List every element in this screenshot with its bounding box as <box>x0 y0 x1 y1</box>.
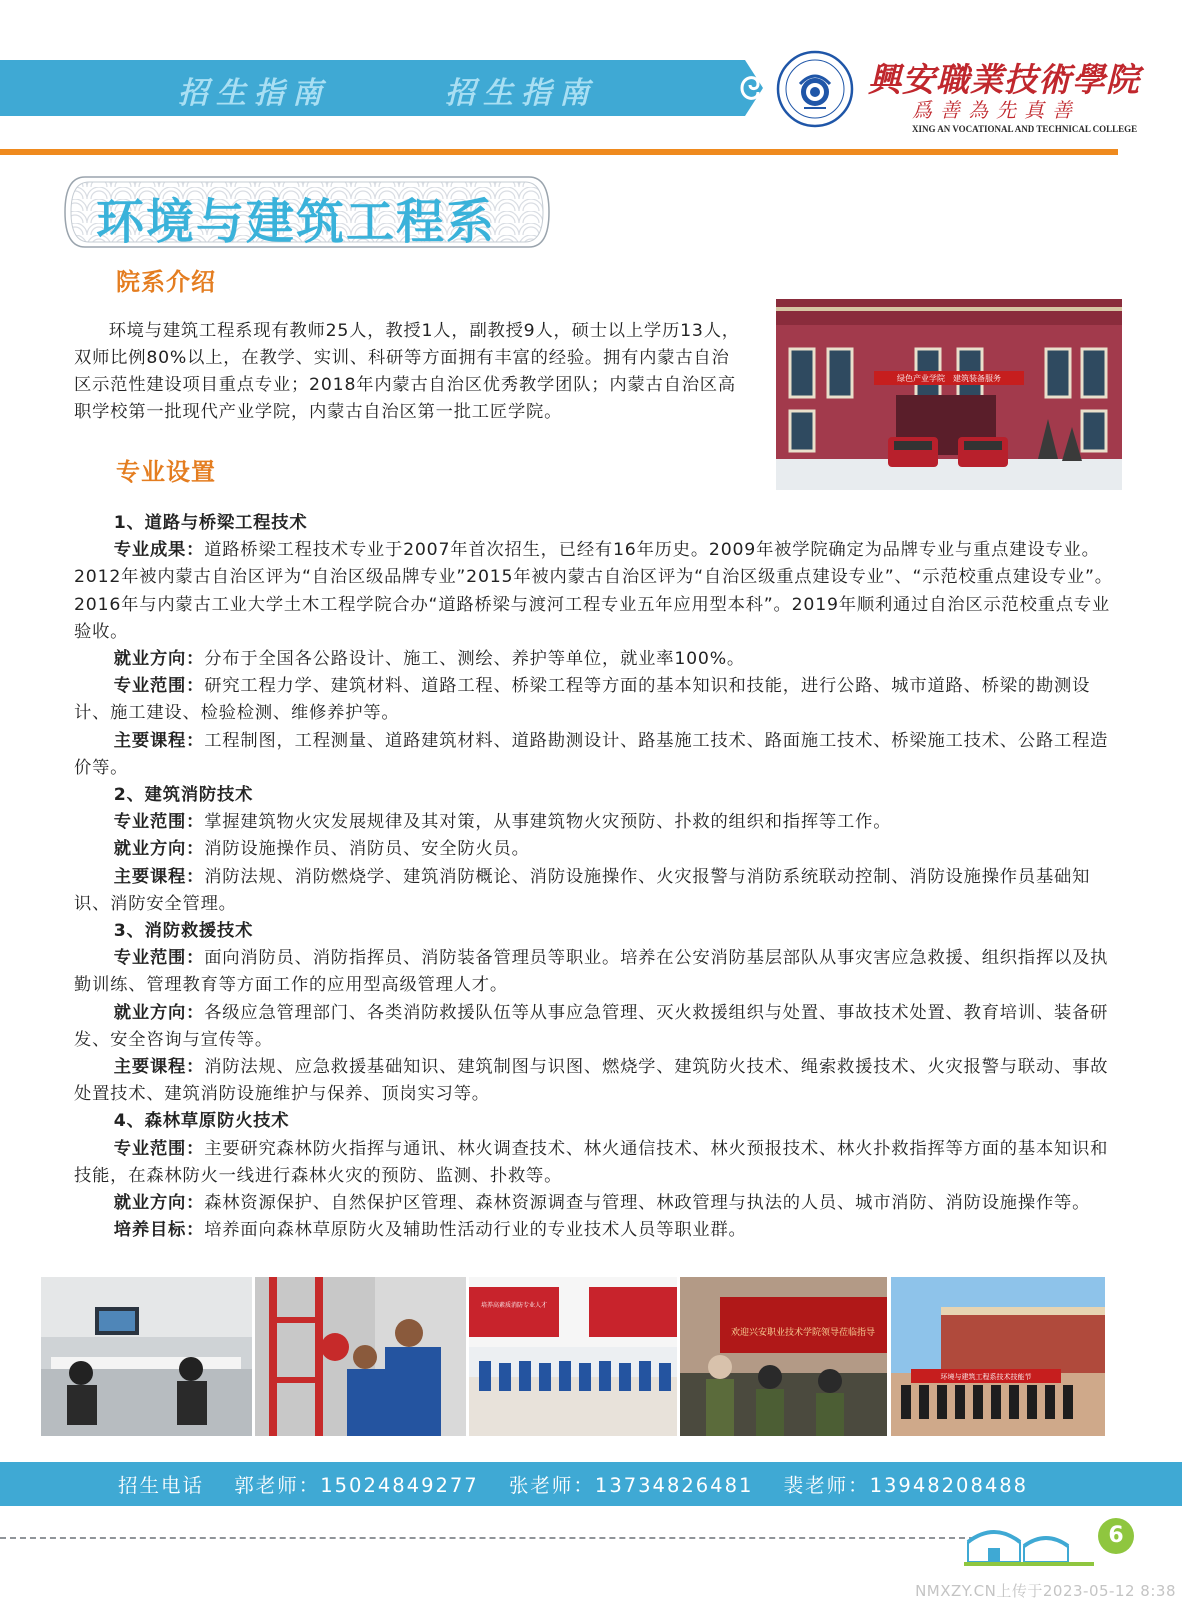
building-sign: 绿色产业学院 建筑装备服务 <box>897 374 1001 383</box>
college-seal-logo <box>776 50 854 128</box>
field-label: 就业方向： <box>113 839 205 860</box>
contact-teacher: 郭老师：15024849277 <box>234 1474 479 1497</box>
field-text: 各级应急管理部门、各类消防救援队伍等从事应急管理、灭火救援组织与处置、事故技术处置、教育培训、装备研发、安全咨询与宣传等。 <box>74 1002 1109 1050</box>
page-number: 6 <box>1098 1518 1134 1554</box>
field-text: 主要研究森林防火指挥与通讯、林火调查技术、林火通信技术、林火预报技术、林火扑救指挥等方面的基本知识和技能，在森林防火一线进行森林火灾的预防、监测、扑救等。 <box>74 1138 1109 1186</box>
header-band <box>0 60 745 116</box>
field-label: 就业方向： <box>113 649 205 670</box>
major-title: 2、建筑消防技术 <box>113 785 254 806</box>
field-text: 工程制图，工程测量、道路建筑材料、道路勘测设计、路基施工技术、路面施工技术、桥梁施工技术、公路工程造价等。 <box>74 730 1109 778</box>
field-text: 道路桥梁工程技术专业于2007年首次招生，已经有16年历史。2009年被学院确定为品牌专业与重点建设专业。2012年被内蒙古自治区评为“自治区级品牌专业”2015年被内蒙古自治区评为“自治区级重点建设专业”、“示范校重点建设专业”。2016年与内蒙古工业大学土木工程学院合办“道路桥梁与渡河工程专业五年应用型本科”。2019年顺利通过自治区示范校重点专业验收。 <box>74 540 1113 642</box>
college-motto: 爲善為先真善 <box>912 98 1080 122</box>
header-divider <box>0 149 1118 155</box>
field-label: 就业方向： <box>113 1002 205 1023</box>
photo-banner: 欢迎兴安职业技术学院领导莅临指导 <box>730 1328 876 1338</box>
photo-fire-training <box>255 1277 466 1436</box>
field-label: 专业范围： <box>113 676 205 697</box>
footer-dashed-divider <box>0 1537 975 1539</box>
field-text: 消防法规、消防燃烧学、建筑消防概论、消防设施操作、火灾报警与消防系统联动控制、消防设施操作员基础知识、消防安全管理。 <box>74 866 1091 914</box>
field-label: 就业方向： <box>113 1193 205 1214</box>
contact-teacher: 裴老师：13948208488 <box>783 1474 1029 1497</box>
major-title: 1、道路与桥梁工程技术 <box>113 513 308 533</box>
photo-fire-hall-group <box>469 1277 677 1436</box>
photo-visit-meeting <box>680 1277 887 1436</box>
major-title: 4、森林草原防火技术 <box>113 1111 290 1132</box>
photo-sign: 培养高素质消防专业人才 <box>480 1302 548 1309</box>
major-paragraph <box>74 1000 1116 1054</box>
major-title: 3、消防救援技术 <box>113 921 254 942</box>
field-label: 主要课程： <box>113 866 205 887</box>
major-paragraph <box>74 1054 1116 1108</box>
field-label: 培养目标： <box>113 1220 205 1241</box>
field-label: 专业范围： <box>113 1138 205 1159</box>
upload-watermark: NMXZY.CN上传于2023-05-12 8:38 <box>915 1582 1176 1600</box>
majors-body <box>74 510 1116 1244</box>
field-label: 主要课程： <box>113 730 205 751</box>
field-text: 消防设施操作员、消防员、安全防火员。 <box>204 839 530 860</box>
major-paragraph <box>74 1136 1116 1190</box>
field-text: 研究工程力学、建筑材料、道路工程、桥梁工程等方面的基本知识和技能，进行公路、城市道路、桥梁的勘测设计、施工建设、检验检测、维修养护等。 <box>74 676 1091 724</box>
photo-vr-lab <box>41 1277 252 1436</box>
field-text: 培养面向森林草原防火及辅助性活动行业的专业技术人员等职业群。 <box>204 1220 747 1241</box>
major-paragraph <box>74 945 1116 999</box>
field-text: 分布于全国各公路设计、施工、测绘、养护等单位，就业率100%。 <box>204 649 746 670</box>
major-paragraph <box>74 836 1116 863</box>
major-paragraph <box>74 809 1116 836</box>
photo-skills-festival <box>891 1277 1105 1436</box>
field-text: 面向消防员、消防指挥员、消防装备管理员等职业。培养在公安消防基层部队从事灾害应急救援、组织指挥以及执勤训练、管理教育等方面工作的应用型高级管理人才。 <box>74 948 1109 996</box>
college-name-en: XING AN VOCATIONAL AND TECHNICAL COLLEGE <box>912 124 1138 134</box>
field-text: 掌握建筑物火灾发展规律及其对策，从事建筑物火灾预防、扑救的组织和指挥等工作。 <box>204 812 892 833</box>
major-paragraph <box>74 728 1116 782</box>
intro-paragraph: 环境与建筑工程系现有教师25人，教授1人，副教授9人，硕士以上学历13人，双师比例80%以上，在教学、实训、科研等方面拥有丰富的经验。拥有内蒙古自治区示范性建设项目重点专业；2018年内蒙古自治区优秀教学团队；内蒙古自治区高职学校第一批现代产业学院，内蒙古自治区第一批工匠学院。 <box>74 321 740 422</box>
department-title: 环境与建筑工程系 <box>96 194 497 250</box>
section-heading-intro: 院系介绍 <box>116 268 216 296</box>
major-paragraph <box>74 646 1116 673</box>
cloud-scroll-icon <box>738 66 764 110</box>
contact-line <box>118 1470 1050 1498</box>
phone-label: 招生电话 <box>118 1474 205 1497</box>
header-tag: 招生指南 <box>445 76 597 111</box>
section-heading-majors: 专业设置 <box>116 458 216 486</box>
contact-teacher: 张老师：13734826481 <box>508 1474 754 1497</box>
field-label: 专业范围： <box>113 812 205 833</box>
header-tag: 招生指南 <box>178 76 330 111</box>
photo-banner: 环境与建筑工程系技术技能节 <box>940 1373 1032 1381</box>
major-paragraph <box>74 537 1116 646</box>
major-paragraph <box>74 673 1116 727</box>
field-text: 森林资源保护、自然保护区管理、森林资源调查与管理、林政管理与执法的人员、城市消防、消防设施操作等。 <box>204 1193 1091 1214</box>
field-label: 主要课程： <box>113 1057 205 1078</box>
major-paragraph <box>74 864 1116 918</box>
major-paragraph <box>74 1217 1116 1244</box>
department-building-photo <box>776 299 1122 490</box>
college-name: 興安職業技術學院 <box>868 60 1140 99</box>
field-label: 专业成果： <box>113 540 205 561</box>
field-text: 消防法规、应急救援基础知识、建筑制图与识图、燃烧学、建筑防火技术、绳索救援技术、火灾报警与联动、事故处置技术、建筑消防设施维护与保养、顶岗实习等。 <box>74 1057 1109 1105</box>
yurt-illustration <box>964 1512 1114 1572</box>
field-label: 专业范围： <box>113 948 205 969</box>
major-paragraph <box>74 1190 1116 1217</box>
